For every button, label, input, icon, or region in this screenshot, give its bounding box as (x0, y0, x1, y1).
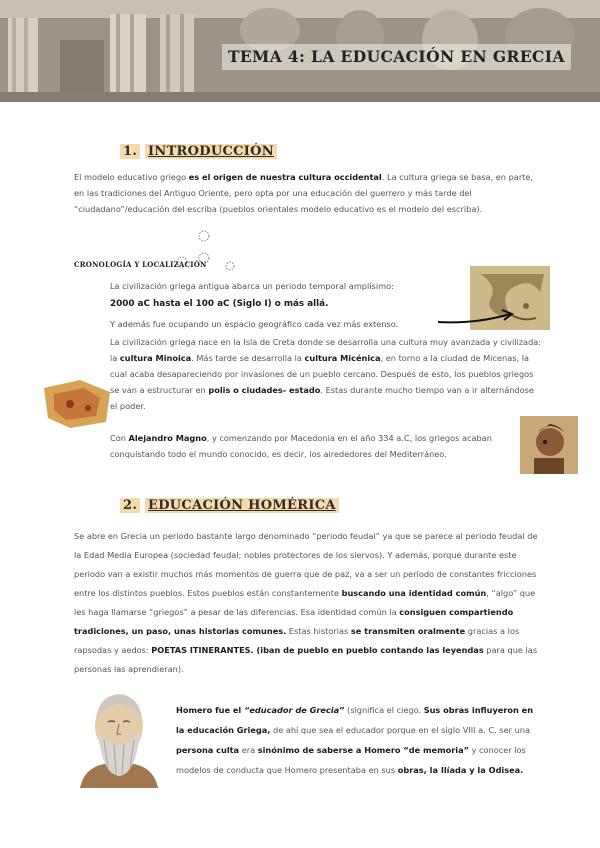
intro-paragraph (74, 169, 544, 217)
cultura-minoica: cultura Minoica (119, 353, 192, 363)
section-number: 2. (120, 498, 140, 513)
alejandro-text-2: , y comenzando por Macedonia en el año 334 a.C, los griegos acaban conquistando todo el mundo conocido, es decir, los airededores del Mediterráneo. (110, 433, 492, 459)
section-number: 1. (120, 144, 140, 159)
polis: polis o ciudades- estado (208, 385, 321, 395)
homero-text-5: y conocer los modelos de conducta que Homero presentaba en sus (176, 745, 526, 775)
homero-text-4: era (239, 745, 258, 755)
cronologia-paragraph-creta (110, 334, 542, 414)
minoan-fresco-image (40, 378, 114, 430)
homerica-text-3: Estas historias (286, 626, 351, 636)
alejandro-paragraph (110, 430, 530, 462)
cultura-micenica: cultura Micénica (304, 353, 381, 363)
homero-text: Homero fue el (176, 705, 245, 715)
section-title: INTRODUCCIÓN (145, 144, 277, 159)
intro-bold: es el origen de nuestra cultura occidental (188, 172, 382, 182)
creta-text: La civilización griega nace en la Isla de Creta donde se desarrolla una cultura muy avanzada y civilizada: la (110, 337, 542, 363)
homero-text-3: de ahí que sea el educador porque en el siglo VIII a. C. ser una (270, 725, 530, 735)
homerica-paragraph (74, 527, 542, 679)
intro-text: El modelo educativo griego (74, 172, 189, 182)
creta-text-2: . Más tarde se desarrolla la (191, 353, 305, 363)
cronologia-heading: CRONOLOGÍA Y LOCALIZACIÓN (74, 260, 207, 269)
homerica-text-5: para que las personas las aprendieran). (74, 645, 538, 674)
cronologia-line-1: La civilización griega antigua abarca un periodo temporal amplísimo: (110, 281, 394, 291)
cronologia-line-2 (110, 296, 470, 312)
creta-text-3: , en torno a la ciudad de Micenas, la cual acaba desapareciendo por invasiones de un pueblo cercano. Después de esto, los pueblos griegos se van a estructurar en (110, 353, 534, 395)
homerica-text-2: , “algo” que les haga llamarse “griegos” a pesar de las diferencias. Esa identidad común la (74, 588, 536, 617)
homero-de-memoria: sinónimo de saberse a Homero “de memoria” (257, 745, 469, 755)
intro-text-cont: . La cultura griega se basa, en parte, en las tradiciones del Antiguo Oriente, pero opta por una educación del guerrero y más tarde del “ciudadano”/educación del escriba (pueblos orientales modelo educativo es el modelo del escriba). (74, 172, 534, 214)
creta-text-4: . Estas durante mucho tiempo van a ir alternándose el poder. (110, 385, 534, 411)
section-heading-introduccion (120, 144, 277, 159)
alejandro-magno: Alejandro Magno (128, 433, 207, 443)
oralmente: se transmiten oralmente (350, 626, 466, 636)
persona-culta: persona culta (176, 745, 240, 755)
homerica-text: Se abre en Grecia un periodo bastante largo denominado “periodo feudal” ya que se parece al periodo feudal de la Edad Media Europea (sociedad feudal; nobles protectores de los siervos). Y además, porque durante este periodo van a existir muchos más momentos de guerra que de paz, va a ser un periodo de constantes fricciones entre los distintos pueblos. Estos pueblos están constantemente (74, 531, 538, 598)
page-title: TEMA 4: LA EDUCACIÓN EN GRECIA (222, 44, 571, 70)
identidad-comun: buscando una identidad común (341, 588, 487, 598)
iliada-odisea: obras, la Ilíada y la Odisea. (397, 765, 524, 775)
homer-bust-image (74, 684, 164, 788)
section-heading-homerica (120, 498, 339, 513)
header-banner (0, 0, 600, 102)
obras-influyeron: Sus obras influyeron en la educación Griega, (176, 705, 534, 735)
tradiciones: consiguen compartiendo tradiciones, un paso, unas historias comunes. (74, 607, 514, 636)
alejandro-text: Con (110, 433, 129, 443)
educador-de-grecia: “educador de Grecia” (244, 705, 345, 715)
section-title: EDUCACIÓN HOMÉRICA (145, 498, 339, 513)
homero-paragraph (176, 700, 544, 780)
poetas-itinerantes: POETAS ITINERANTES. (iban de pueblo en pueblo contando las leyendas (151, 645, 484, 655)
date-range: 2000 aC hasta el 100 aC (Siglo I) o más allá. (110, 299, 329, 309)
homero-text-2: (significa el ciego. (344, 705, 424, 715)
cronologia-line-3: Y además fue ocupando un espacio geográfico cada vez más extenso. (110, 319, 399, 329)
homerica-text-4: gracias a los rapsodas y aedos: (74, 626, 520, 655)
